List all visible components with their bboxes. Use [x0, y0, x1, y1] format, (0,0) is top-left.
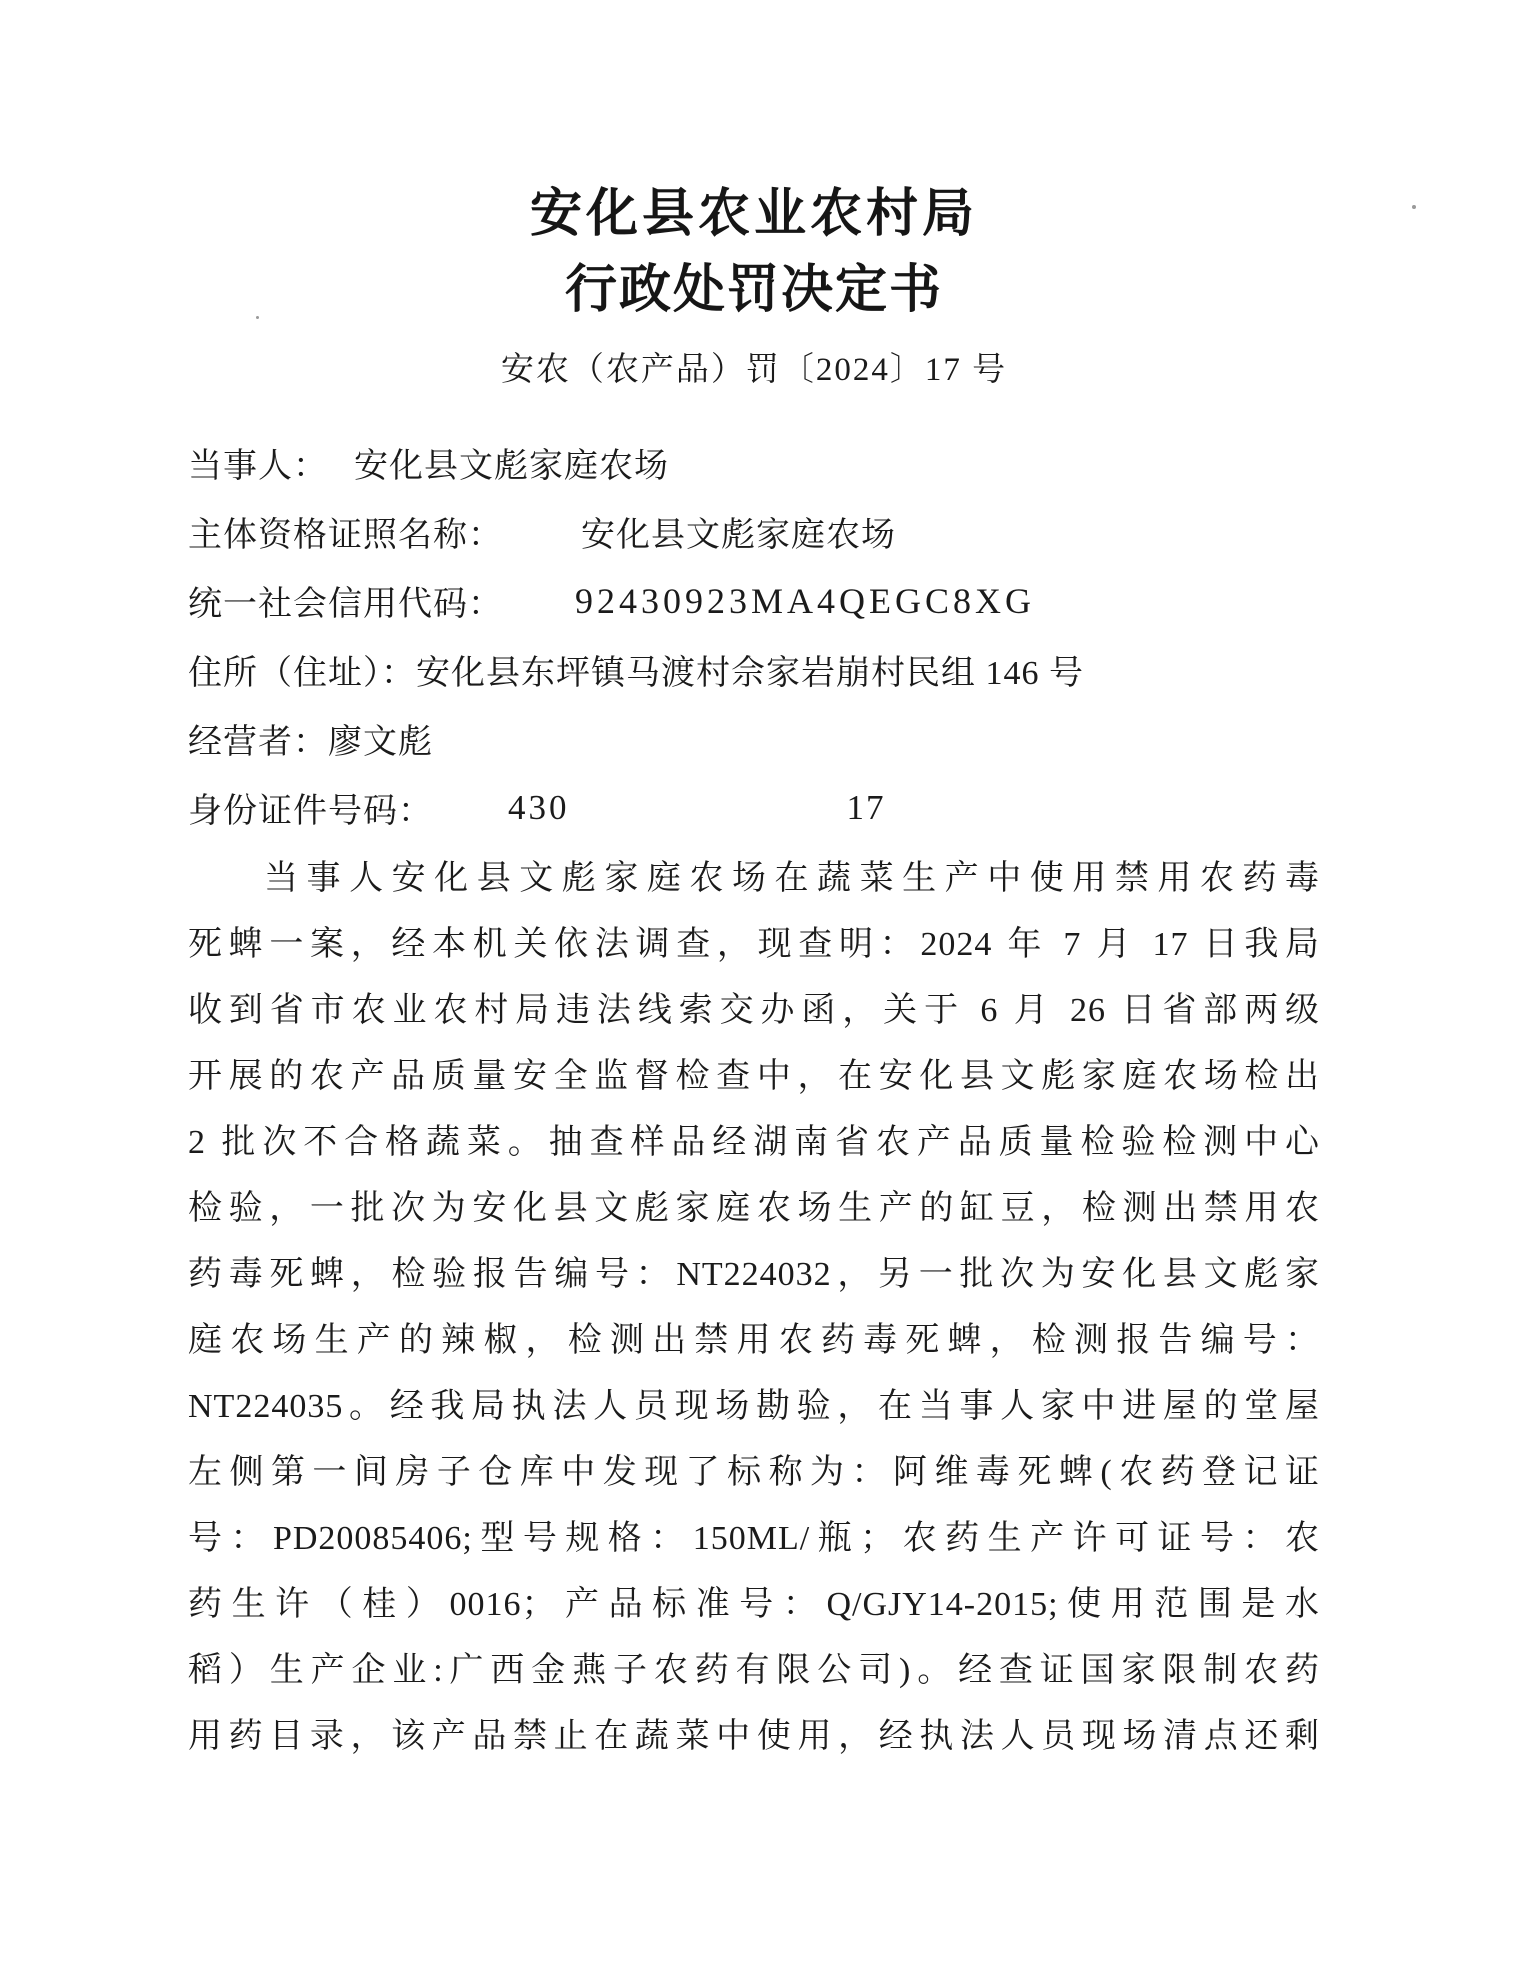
field-operator-value: 廖文彪 [328, 724, 433, 761]
body-line-11: 号：PD20085406;型号规格：150ML/瓶；农药生产许可证号：农 [188, 1520, 1320, 1557]
body-line-13: 稻）生产企业:广西金燕子农药有限公司)。经查证国家限制农药 [188, 1652, 1320, 1689]
field-license-name [188, 497, 1320, 566]
field-party [188, 428, 1320, 497]
field-credit-code-value: 92430923MA4QEGC8XG [575, 580, 1036, 621]
scan-speck [256, 316, 259, 319]
document-fields [188, 428, 1320, 842]
body-line-10: 左侧第一间房子仓库中发现了标称为：阿维毒死蜱(农药登记证 [188, 1454, 1320, 1491]
body-line-8: 庭农场生产的辣椒，检测出禁用农药毒死蜱，检测报告编号： [188, 1322, 1320, 1359]
redaction-blank [570, 787, 847, 829]
body-line-3: 收到省市农业农村局违法线索交办函，关于 6 月 26 日省部两级 [188, 992, 1320, 1029]
body-line-1: 当事人安化县文彪家庭农场在蔬菜生产中使用禁用农药毒 [264, 860, 1320, 897]
body-line-2: 死蜱一案，经本机关依法调查，现查明：2024 年 7 月 17 日我局 [188, 926, 1320, 963]
field-license-name-label: 主体资格证照名称： [188, 517, 503, 554]
field-license-name-value: 安化县文彪家庭农场 [581, 517, 896, 554]
field-address-value: 安化县东坪镇马渡村佘家岩崩村民组 146 号 [416, 655, 1084, 692]
body-line-5: 2 批次不合格蔬菜。抽查样品经湖南省农产品质量检验检测中心 [188, 1124, 1320, 1161]
body-line-14: 用药目录，该产品禁止在蔬菜中使用，经执法人员现场清点还剩 [188, 1718, 1320, 1755]
field-operator-label: 经营者： [188, 724, 328, 761]
body-line-4: 开展的农产品质量安全监督检查中，在安化县文彪家庭农场检出 [188, 1058, 1320, 1095]
body-line-7: 药毒死蜱，检验报告编号：NT224032，另一批次为安化县文彪家 [188, 1256, 1320, 1293]
field-address [188, 635, 1320, 704]
field-credit-code-label: 统一社会信用代码： [188, 586, 503, 623]
document-title-line2: 行政处罚决定书 [564, 262, 943, 319]
document-body [188, 846, 1320, 1770]
scan-speck [1412, 205, 1416, 209]
field-party-value: 安化县文彪家庭农场 [354, 448, 669, 485]
field-id-number-prefix: 430 [508, 787, 570, 827]
field-id-number [188, 773, 1320, 842]
body-line-9: NT224035。经我局执法人员现场勘验，在当事人家中进屋的堂屋 [188, 1388, 1320, 1425]
field-id-number-label: 身份证件号码： [188, 793, 433, 830]
field-credit-code [188, 566, 1320, 635]
field-address-label: 住所（住址）： [188, 655, 416, 692]
body-line-12: 药生许（桂）0016；产品标准号：Q/GJY14-2015;使用范围是水 [188, 1586, 1320, 1623]
document-title-line1: 安化县农业农村局 [529, 186, 978, 243]
document-number: 安农（农产品）罚〔2024〕17 号 [500, 352, 1008, 388]
field-operator [188, 704, 1320, 773]
field-party-label: 当事人： [188, 448, 328, 485]
field-id-number-suffix: 17 [846, 787, 886, 827]
body-line-6: 检验，一批次为安化县文彪家庭农场生产的缸豆，检测出禁用农 [188, 1190, 1320, 1227]
